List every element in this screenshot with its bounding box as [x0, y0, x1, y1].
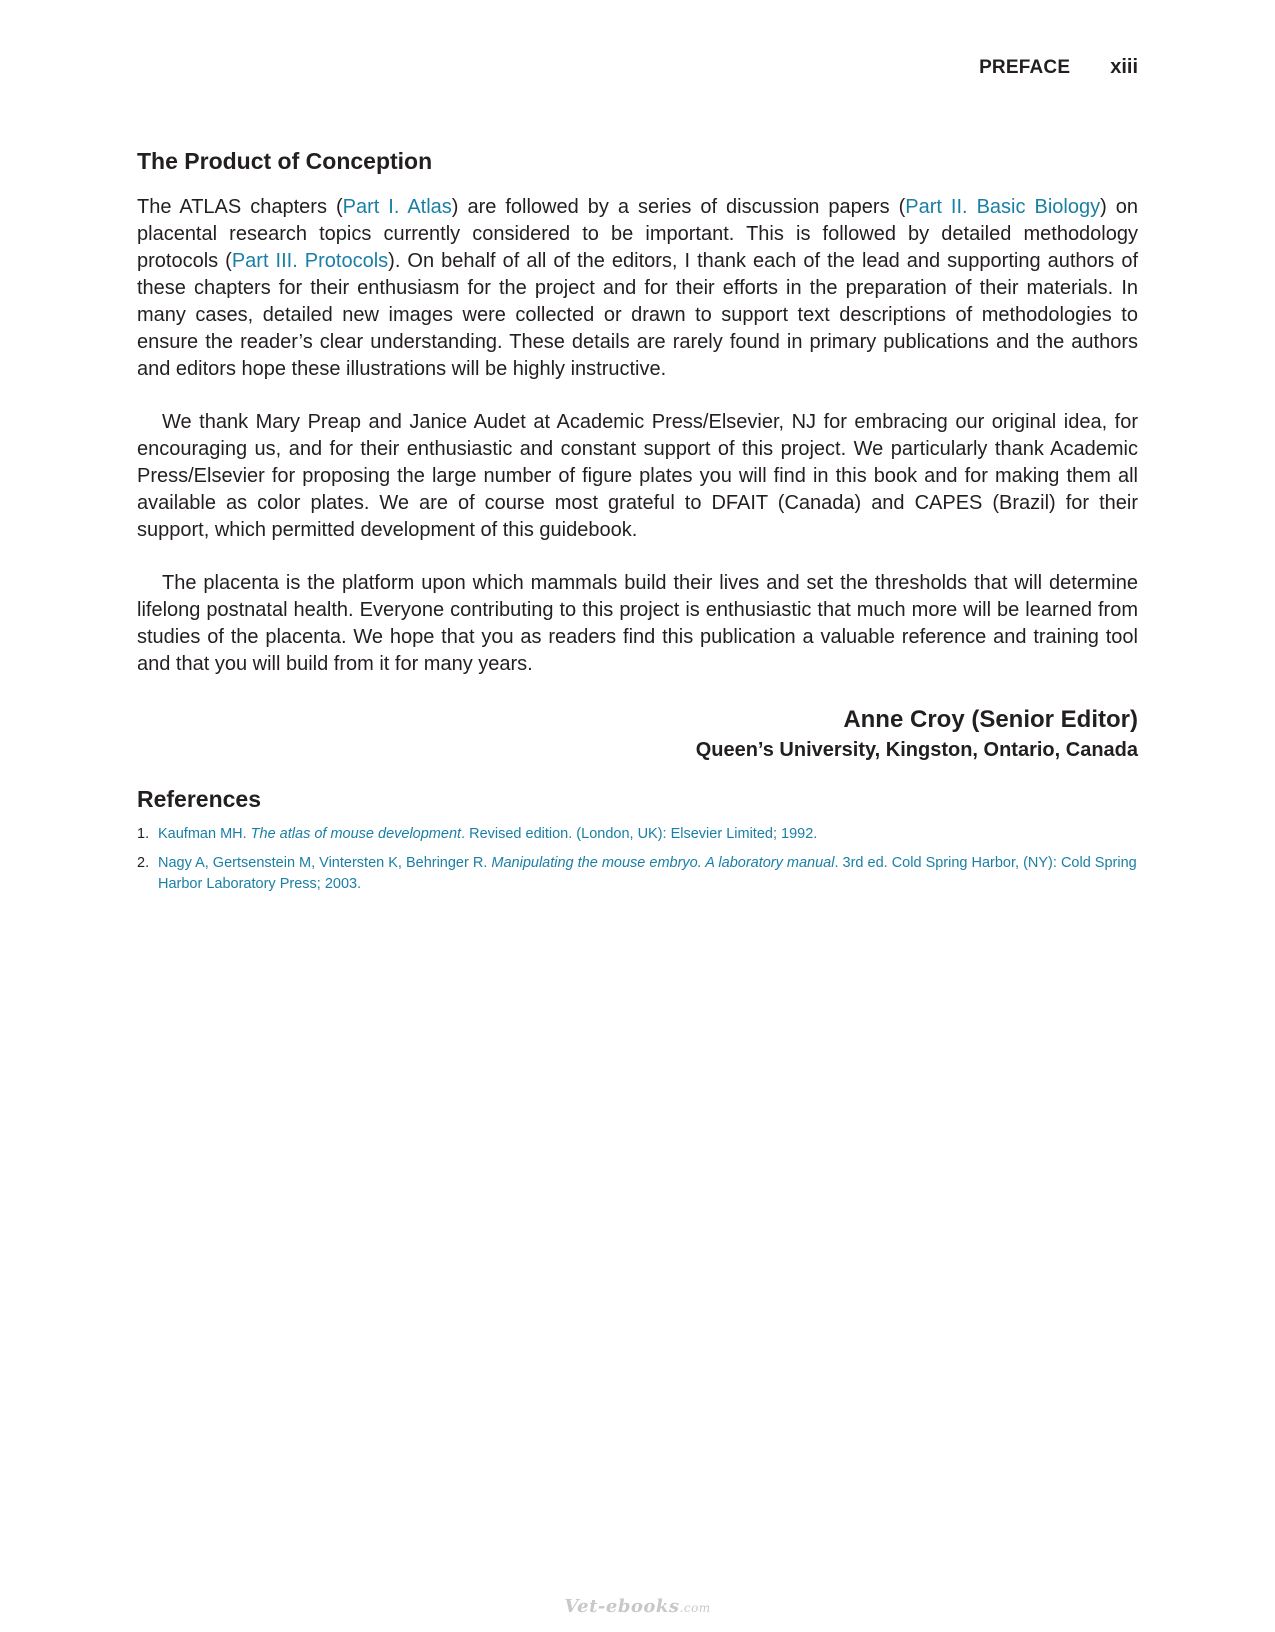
page-content — [137, 146, 1138, 903]
link-part-iii-protocols[interactable]: Part III. Protocols — [231, 250, 389, 272]
link-part-ii-basic-biology[interactable]: Part II. Basic Biology — [905, 196, 1101, 218]
paragraph-closing: The placenta is the platform upon which mammals build their lives and set the thresholds that will determine lifelong postnatal health. Everyone contributing to this project is enthusiastic that much more will be learned from studies of the placenta. We hope that you as readers find this publication a valuable reference and training tool and that you will build from it for many years. — [137, 572, 1138, 675]
running-head — [979, 56, 1138, 79]
reference-title: The atlas of mouse development — [250, 826, 462, 842]
reference-title: Manipulating the mouse embryo. A laboratory manual — [491, 855, 835, 871]
reference-details: . Revised edition. (London, UK): Elsevier Limited; 1992. — [461, 826, 818, 842]
paragraph-text: ) on placental research topics currently considered to be important. This is followed by detailed methodology protocols ( — [137, 196, 1139, 272]
paragraph-text: ). On behalf of all of the editors, I thank each of the lead and supporting authors of these chapters for their enthusiasm for the project and for their efforts in the preparation of their materials. In many cases, detailed new images were collected or drawn to support text descriptions of methodologies to ensure the reader’s clear understanding. These details are rarely found in primary publications and the authors and editors hope these illustrations will be highly instructive. — [137, 250, 1138, 380]
link-part-i-atlas[interactable]: Part I. Atlas — [342, 196, 452, 218]
signature-affiliation: Queen’s University, Kingston, Ontario, Canada — [695, 739, 1138, 761]
references-heading: References — [137, 786, 262, 812]
reference-authors: Kaufman MH. — [158, 826, 251, 842]
reference-item — [137, 824, 1138, 845]
paragraph-acknowledgements: We thank Mary Preap and Janice Audet at Academic Press/Elsevier, NJ for embracing our original idea, for encouraging us, and for their enthusiastic and constant support of this project. We particularly thank Academic Press/Elsevier for proposing the large number of figure plates you will find in this book and for making them all available as color plates. We are of course most grateful to DFAIT (Canada) and CAPES (Brazil) for their support, which permitted development of this guidebook. — [137, 411, 1138, 541]
watermark-suffix: .com — [679, 1601, 711, 1615]
page-number: xiii — [1110, 56, 1138, 78]
reference-link[interactable] — [158, 853, 1138, 895]
reference-authors: Nagy A, Gertsenstein M, Vintersten K, Behringer R. — [158, 855, 492, 871]
watermark-main: Vet-ebooks — [564, 1596, 680, 1617]
watermark-logo — [0, 1596, 1275, 1617]
signature-name: Anne Croy (Senior Editor) — [843, 706, 1138, 733]
paragraph-text: ) are followed by a series of discussion papers ( — [451, 196, 906, 218]
section-heading: The Product of Conception — [137, 148, 433, 174]
reference-number: 1. — [137, 826, 150, 842]
reference-item — [137, 853, 1138, 895]
signature-block — [137, 704, 1138, 764]
reference-link[interactable] — [158, 824, 1138, 845]
running-head-section: PREFACE — [979, 57, 1071, 78]
references-list — [137, 824, 1138, 895]
reference-number: 2. — [137, 855, 150, 871]
reference-details: . 3rd ed. Cold Spring Harbor, (NY): Cold Spring Harbor Laboratory Press; 2003. — [158, 855, 1137, 892]
paragraph-text: The ATLAS chapters ( — [137, 196, 343, 218]
paragraph-intro — [137, 194, 1138, 383]
